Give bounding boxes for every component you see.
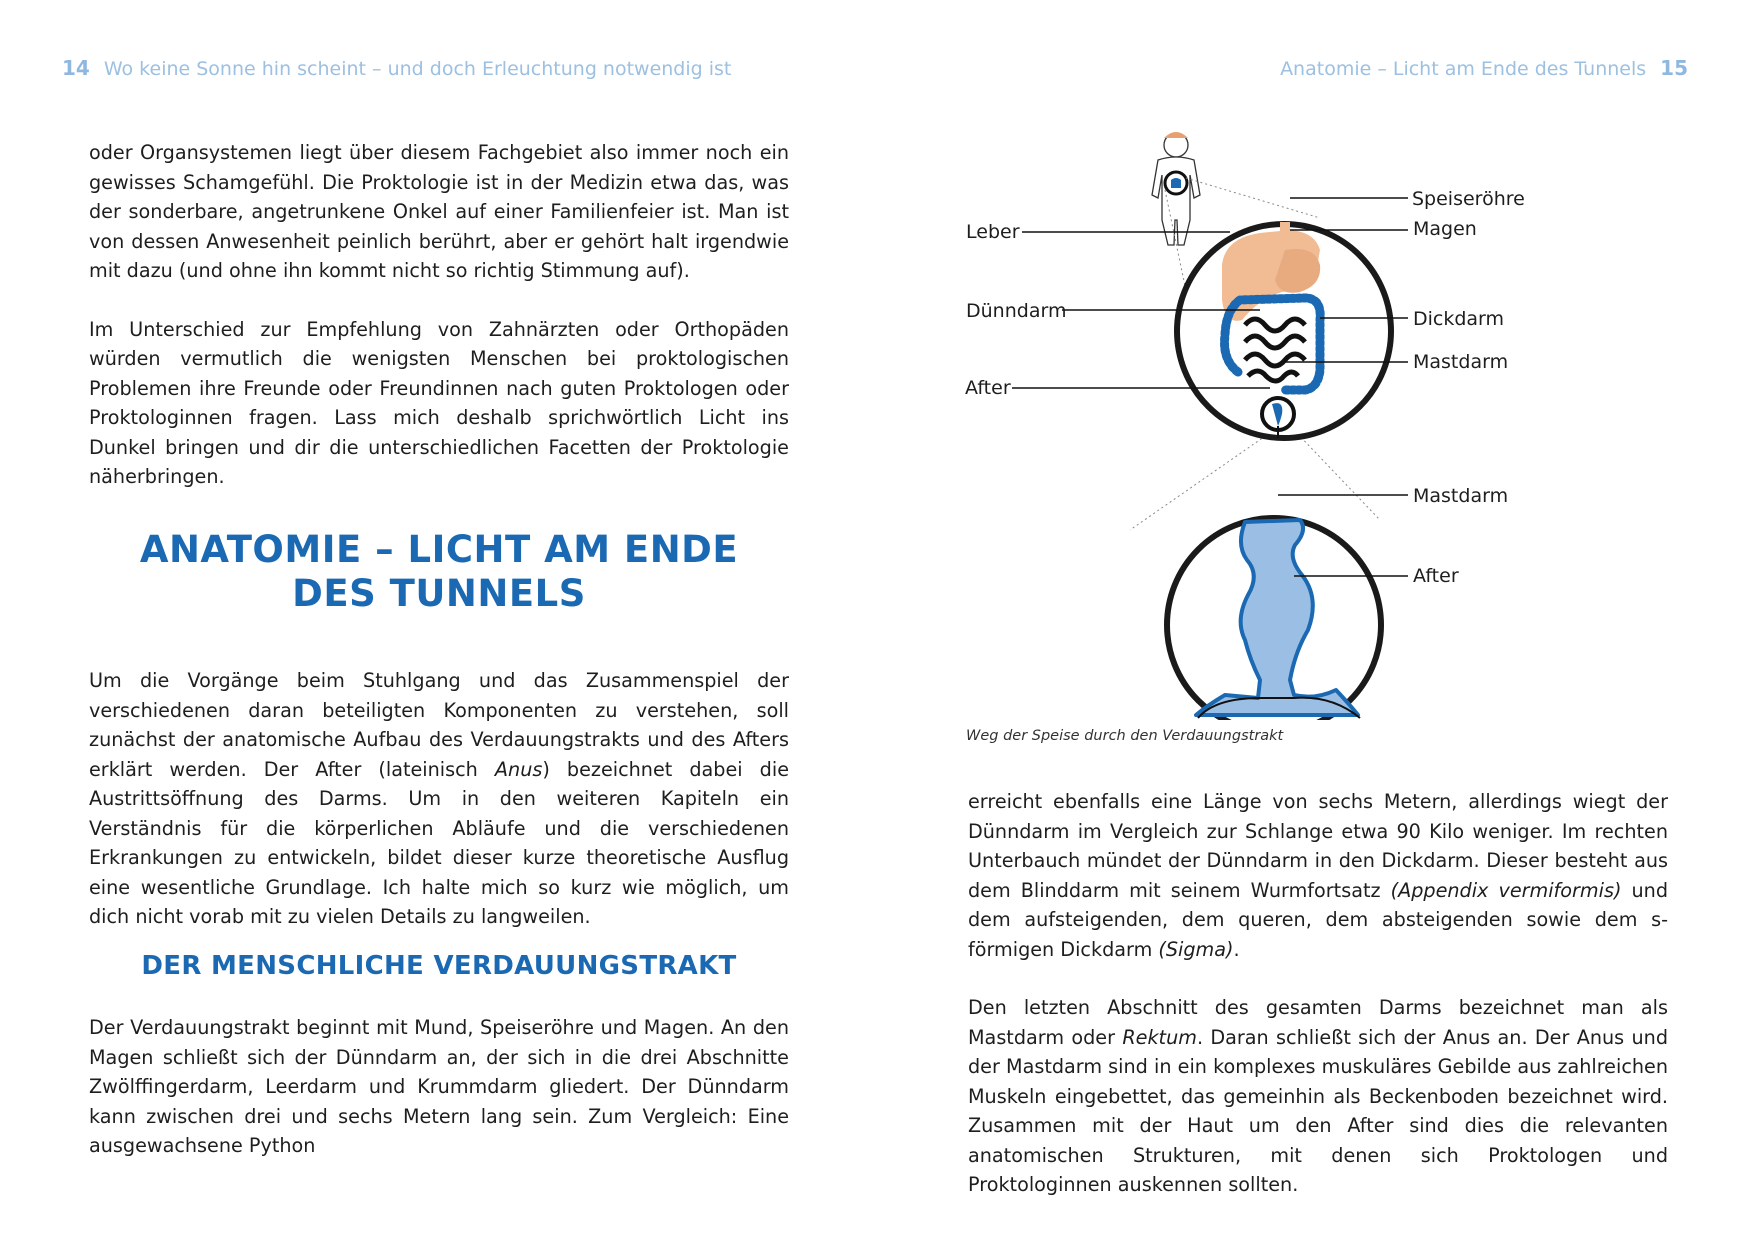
- label-after-top: After: [965, 377, 1011, 399]
- chapter-intro-block: [89, 666, 789, 932]
- right-paragraph-1: [968, 787, 1668, 964]
- intro-paragraph-2: Im Unterschied zur Empfehlung von Zahnärzten oder Orthopäden würden vermutlich die wenigsten Menschen bei proktologischen Problemen ihre Freunde oder Freundinnen nach guten Proktologen oder Proktologinnen fragen. Lass mich deshalb sprichwörtlich Licht ins Dunkel bringen und dir die unterschiedlichen Facetten der Proktologie näherbringen.: [89, 317, 789, 488]
- section-title: DER MENSCHLICHE VERDAUUNGSTRAKT: [141, 951, 737, 981]
- right-paragraph-2: [968, 993, 1668, 1200]
- chapter-intro-text-a: Um die Vorgänge beim Stuhlgang und das Zusammenspiel der verschiedenen daran beteiligten Komponenten zu verstehen, soll zunächst der anatomische Aufbau des Verdauungstrakts und des Afters erklärt werden. Der After (lateinisch: [89, 669, 789, 781]
- page-number-left: 14: [62, 56, 90, 80]
- chapter-title-line1: ANATOMIE – LICHT AM ENDE: [139, 528, 739, 571]
- intro-paragraph-1: oder Organsystemen liegt über diesem Fachgebiet also immer noch ein gewisses Schamgefühl. Die Proktologie ist in der Medizin etwa das, was der sonderbare, angetrunkene Onkel auf einer Familienfeier ist. Man ist von dessen Anwesenheit peinlich berührt, aber er gehört halt irgendwie mit dazu (und ohne ihn kommt nicht so richtig Stimmung auf).: [89, 141, 789, 282]
- left-page-intro: [89, 138, 789, 492]
- label-after-bottom: After: [1413, 565, 1459, 587]
- running-head-right-title: Anatomie – Licht am Ende des Tunnels: [1280, 58, 1647, 80]
- right-page-body: [968, 787, 1668, 1200]
- label-mastdarm-top: Mastdarm: [1413, 351, 1509, 373]
- right-paragraph-2-text-a: Den letzten Abschnitt des gesamten Darms bezeichnet man als Mastdarm oder: [968, 996, 1668, 1049]
- rectum-magnifier: [1167, 518, 1381, 720]
- label-mastdarm-bottom: Mastdarm: [1413, 485, 1509, 507]
- chapter-intro-paragraph: [89, 666, 789, 932]
- label-dickdarm: Dickdarm: [1413, 308, 1505, 330]
- chapter-intro-italic: Anus: [494, 757, 543, 781]
- running-head-left: [62, 56, 731, 80]
- right-paragraph-1-italic-2: (Sigma): [1158, 937, 1234, 961]
- chapter-intro-text-b: ) bezeichnet dabei die Austrittsöffnung des Darms. Um in den weiteren Kapiteln ein Verständnis für die körperlichen Abläufe und die verschiedenen Erkrankungen zu entwickeln, bildet dieser kurze theoretische Ausflug eine wesentliche Grundlage. Ich halte mich so kurz wie möglich, um dich nicht vorab mit zu vielen Details zu langweilen.: [89, 757, 789, 928]
- digestive-tract-magnifier: [1177, 222, 1391, 438]
- human-figure-icon: [1152, 132, 1200, 245]
- right-paragraph-1-text-a: erreicht ebenfalls eine Länge von sechs Metern, allerdings wiegt der Dünndarm im Vergleich zur Schlange etwa 90 Kilo weniger. Im rechten Unterbauch mündet der Dünndarm in den Dickdarm. Dieser besteht aus dem Blinddarm mit seinem Wurmfortsatz: [968, 790, 1668, 902]
- chapter-title-line2: DES TUNNELS: [292, 572, 586, 615]
- running-head-right: [1280, 56, 1688, 80]
- right-paragraph-2-italic: Rektum: [1122, 1025, 1197, 1049]
- section-paragraph-1: Der Verdauungstrakt beginnt mit Mund, Speiseröhre und Magen. An den Magen schließt sich der Dünndarm an, der sich in die drei Abschnitte Zwölffingerdarm, Leerdarm und Krummdarm gliedert. Der Dünndarm kann zwischen drei und sechs Metern lang sein. Zum Vergleich: Eine ausgewachsene Python: [89, 1016, 789, 1157]
- chapter-title: [89, 528, 789, 616]
- right-paragraph-1-italic-1: (Appendix vermiformis): [1390, 878, 1622, 902]
- running-head-left-title: Wo keine Sonne hin scheint – und doch Erleuchtung notwendig ist: [103, 58, 732, 80]
- right-paragraph-1-text-b: und dem aufsteigenden, dem queren, dem absteigenden sowie dem s-förmigen Dickdarm: [968, 878, 1668, 961]
- right-paragraph-1-text-c: .: [1233, 937, 1240, 961]
- section-body-left: [89, 1013, 789, 1161]
- label-speiseroehre: Speiseröhre: [1412, 188, 1525, 210]
- label-duenndarm: Dünndarm: [966, 300, 1067, 322]
- page-number-right: 15: [1660, 56, 1688, 80]
- right-paragraph-2-text-b: . Daran schließt sich der Anus an. Der Anus und der Mastdarm sind in ein komplexes muskuläres Gebilde aus zahlreichen Muskeln eingebettet, das gemeinhin als Beckenboden bezeichnet wird. Zusammen mit der Haut um den After sind dies die relevanten anatomischen Strukturen, mit denen sich Proktologen und Proktologinnen auskennen sollten.: [968, 1025, 1668, 1196]
- label-leber: Leber: [966, 221, 1020, 243]
- label-magen: Magen: [1413, 218, 1477, 240]
- digestive-tract-figure: [960, 120, 1680, 720]
- figure-caption: Weg der Speise durch den Verdauungstrakt: [966, 728, 1284, 744]
